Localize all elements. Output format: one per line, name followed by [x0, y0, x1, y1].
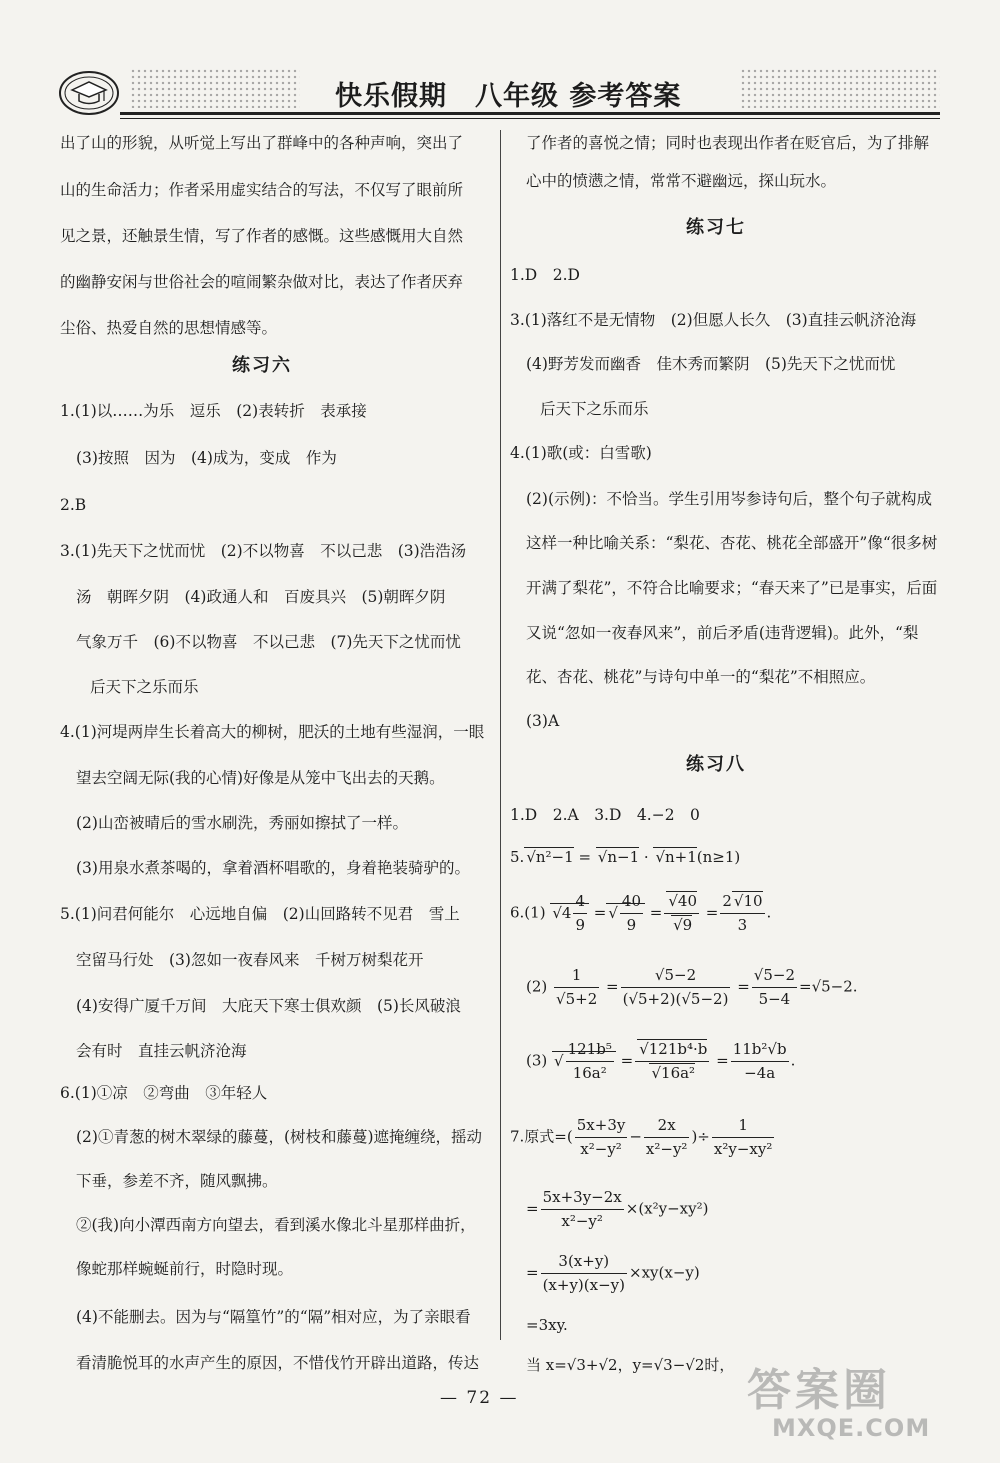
text-line: (4)野芳发而幽香 佳木秀而繁阴 (5)先天下之忧而忧: [526, 355, 896, 373]
fraction: [752, 964, 797, 1011]
text-line: (4)安得广厦千万间 大庇天下寒士俱欢颜 (5)长风破浪: [76, 997, 461, 1015]
text-line: (3)按照 因为 (4)成为，变成 作为: [76, 449, 337, 467]
fraction: [541, 1250, 627, 1297]
fraction: [573, 890, 587, 937]
header-dot-pattern: [130, 68, 300, 108]
integer-part: 4: [561, 903, 572, 922]
numerator: √ 40: [620, 890, 643, 914]
text-line: 后天下之乐而乐: [540, 400, 649, 418]
fraction: [620, 890, 643, 937]
fraction: [712, 1114, 774, 1161]
text-line: ②(我)向小潭西南方向望去，看到溪水像北斗星那样曲折，: [76, 1216, 476, 1234]
denominator: 9: [626, 916, 637, 934]
denominator: x²−y²: [561, 1212, 603, 1230]
denominator: (x+y)(x−y): [542, 1276, 625, 1294]
denominator: (√5+2)(√5−2): [622, 990, 729, 1008]
text-line: (2)(示例)：不恰当。学生引用岑参诗句后，整个句子就构成: [526, 490, 933, 508]
fraction: [621, 964, 731, 1011]
denominator: 3: [737, 916, 748, 934]
text-line: 5.(1)问君何能尔 心远地自偏 (2)山回路转不见君 雪上: [60, 905, 460, 923]
text-line: 出了山的形貌，从听觉上写出了群峰中的各种声响，突出了: [60, 134, 464, 152]
fraction: [731, 1038, 789, 1085]
math-line-6-3: (3) √ $\frac{\text{121b⁵}}{\text{16a²}}$ = √ 121b⁴·b √ 16a² = $\frac{\text{11b²√b}}{-4a}$ .: [526, 1038, 795, 1085]
numerator: √5−2: [621, 964, 731, 988]
item-number: 7.原式=: [510, 1127, 567, 1146]
graduation-cap-icon: [58, 70, 120, 116]
sqrt-expr: √ 9: [671, 915, 692, 934]
site-watermark: [742, 1354, 982, 1449]
text-line: 1.D 2.A 3.D 4.−2 0: [510, 806, 700, 824]
text-line: 3.(1)落红不是无情物 (2)但愿人长久 (3)直挂云帆济沧海: [510, 311, 917, 329]
page-number: — 72 —: [440, 1388, 519, 1408]
text-line: 下垂，参差不齐，随风飘拂。: [76, 1172, 278, 1190]
math-line-7-2: = $\frac{5x+3y-2x}{\text{x²−y²}}$ ×(x²y−xy²): [526, 1186, 708, 1233]
text-line: 心中的愤懑之情，常常不避幽远，探山玩水。: [526, 172, 837, 190]
text-line: 4.(1)歌(或：白雪歌): [510, 444, 652, 462]
text-line: 汤 朝晖夕阴 (4)政通人和 百废具兴 (5)朝晖夕阴: [76, 588, 446, 606]
sqrt-expr: √ 40: [666, 891, 697, 910]
text-line: (2)①青葱的树木翠绿的藤蔓，(树枝和藤蔓)遮掩缠绕，摇动: [76, 1128, 483, 1146]
text-line: 见之景，还触景生情，写了作者的感慨。这些感慨用大自然: [60, 227, 464, 245]
numerator: 3(x+y): [541, 1250, 627, 1274]
section-heading: 练习八: [686, 754, 746, 775]
text-line: 3.(1)先天下之忧而忧 (2)不以物喜 不以己悲 (3)浩浩汤: [60, 542, 467, 560]
fraction: [635, 1038, 709, 1085]
section-heading: 练习七: [686, 217, 746, 238]
page-header: [50, 60, 940, 130]
math-line-6-1: 6.(1) √ 4 $\frac{4}{9}$ = √ $\frac{40}{9}$ = √ 40 √ 9 = $\frac{2√ 10}{3}$ .: [510, 890, 771, 937]
numerator: √5−2: [752, 964, 797, 988]
denominator: [635, 1062, 709, 1085]
text-line: (3)用泉水煮茶喝的，拿着酒杯唱歌的，身着艳装骑驴的。: [76, 859, 470, 877]
text-line: 了作者的喜悦之情；同时也表现出作者在贬官后，为了排解: [526, 134, 930, 152]
fraction: [575, 1114, 628, 1161]
watermark-logo-text: 答案圈: [747, 1365, 891, 1416]
sqrt-expr: √ n²−1: [524, 847, 573, 866]
denominator: 16a²: [572, 1064, 607, 1082]
math-line-7-3: = $\frac{3(x+y)}{(x+y)(x-y)}$ ×xy(x−y): [526, 1250, 700, 1297]
text-line: (3)A: [526, 712, 560, 730]
sqrt-expr: [550, 892, 589, 934]
text-line: 看清脆悦耳的水声产生的原因，不惜伐竹开辟出道路，传达: [76, 1354, 480, 1372]
numerator: √ 121b⁵: [566, 1038, 614, 1062]
fraction: [541, 1186, 624, 1233]
math-line-7-5: 当 x=√3+√2，y=√3−√2时，: [526, 1356, 735, 1374]
text-line: 1.D 2.D: [510, 266, 580, 284]
item-number: (2): [526, 977, 548, 996]
denominator: 5−4: [758, 990, 791, 1008]
denominator: x²y−xy²: [713, 1140, 773, 1158]
watermark-url: MXQE.COM: [772, 1414, 931, 1442]
sqrt-expr: √ 10: [732, 891, 763, 910]
text-line: 又说“忽如一夜春风来”，前后矛盾(违背逻辑)。此外，“梨: [526, 624, 919, 642]
text-line: 4.(1)河堤两岸生长着高大的柳树，肥沃的土地有些湿润，一眼: [60, 723, 485, 741]
section-heading: 练习六: [232, 355, 292, 376]
sqrt-expr: [606, 892, 645, 934]
sqrt-expr: √ 16a²: [649, 1063, 695, 1082]
text-line: 这样一种比喻关系：“梨花、杏花、桃花全部盛开”像“很多树: [526, 534, 938, 552]
text-line: 6.(1)①凉 ②弯曲 ③年轻人: [60, 1084, 268, 1102]
math-line-6-2: (2) $\frac{1}{√5+2}$ = $\frac{√5-2}{(√5+2)(√5-2)}$ = $\frac{√5-2}{5-4}$ =√5−2.: [526, 964, 858, 1011]
text-line: (2)山峦被晴后的雪水刷洗，秀丽如擦拭了一样。: [76, 814, 408, 832]
fraction: [566, 1038, 614, 1085]
multiplier: ×(x²y−xy²): [625, 1199, 709, 1218]
multiplier: ×xy(x−y): [629, 1263, 700, 1282]
numerator: 5x+3y: [575, 1114, 628, 1138]
sqrt-expr: [552, 1040, 616, 1082]
item-number: 5.: [510, 848, 525, 866]
header-dot-pattern: [740, 68, 940, 108]
text-line: 尘俗、热爱自然的思想情感等。: [60, 319, 278, 337]
numerator: [664, 890, 699, 914]
coefficient: 2: [722, 892, 732, 910]
text-line: 会有时 直挂云帆济沧海: [76, 1042, 247, 1060]
denominator: √5+2: [556, 990, 598, 1008]
text-line: 望去空阔无际(我的心情)好像是从笼中飞出去的天鹅。: [76, 769, 445, 787]
item-number: 6.(1): [510, 903, 546, 922]
item-number: (3): [526, 1051, 548, 1070]
numerator: 5x+3y−2x: [541, 1186, 624, 1210]
column-divider: [500, 130, 501, 1340]
sqrt-expr: √ n+1: [653, 847, 696, 866]
denominator: −4a: [744, 1064, 776, 1082]
math-line-5: [510, 846, 740, 869]
text-line: 1.(1)以……为乐 逗乐 (2)表转折 表承接: [60, 402, 367, 420]
header-rule: [120, 112, 940, 115]
numerator: 4: [573, 890, 587, 914]
fraction: [720, 890, 764, 937]
page-title: 快乐假期 八年级 参考答案: [335, 81, 682, 112]
denominator: [664, 914, 699, 937]
sqrt-expr: √ n−1: [596, 847, 639, 866]
fraction: [644, 1114, 690, 1161]
text-line: 气象万千 (6)不以物喜 不以己悲 (7)先天下之忧而忧: [76, 633, 461, 651]
header-rule: [120, 118, 940, 119]
numerator: 11b²√b: [731, 1038, 789, 1062]
denominator: x²−y²: [645, 1140, 688, 1158]
result: =√5−2.: [799, 977, 858, 996]
numerator: 1: [712, 1114, 774, 1138]
numerator: 1: [554, 964, 599, 988]
math-line-7-1: 7.原式=( $\frac{5x+3y}{\text{x²−y²}}$ − $\frac{2x}{\text{x²−y²}}$ )÷ $\frac{1}{\text{x²y−xy²}}$: [510, 1114, 776, 1161]
numerator: [720, 890, 764, 914]
text-line: 的幽静安闲与世俗社会的喧闹繁杂做对比，表达了作者厌弃: [60, 273, 464, 291]
text-line: 花、杏花、桃花”与诗句中单一的“梨花”不相照应。: [526, 668, 876, 686]
math-line-7-4: =3xy.: [526, 1316, 568, 1334]
denominator: x²−y²: [580, 1140, 622, 1158]
fraction: [664, 890, 699, 937]
text-line: 后天下之乐而乐: [90, 678, 199, 696]
text-line: (4)不能删去。因为与“隔篁竹”的“隔”相对应，为了亲眼看: [76, 1308, 471, 1326]
text-line: 空留马行处 (3)忽如一夜春风来 千树万树梨花开: [76, 951, 424, 969]
denominator: 9: [575, 916, 585, 934]
numerator: 2x: [644, 1114, 690, 1138]
text-line: 开满了梨花”，不符合比喻要求；“春天来了”已是事实，后面: [526, 579, 938, 597]
condition: (n≥1): [696, 848, 741, 866]
text-line: 2.B: [60, 496, 87, 514]
text-line: 像蛇那样蜿蜒前行，时隐时现。: [76, 1260, 294, 1278]
text-line: 山的生命活力；作者采用虚实结合的写法，不仅写了眼前所: [60, 181, 464, 199]
dot-operator: ·: [639, 848, 654, 866]
equals-sign: =: [578, 848, 596, 866]
numerator: [635, 1038, 709, 1062]
sqrt-expr: √ 121b⁴·b: [637, 1039, 707, 1058]
fraction: [554, 964, 599, 1011]
